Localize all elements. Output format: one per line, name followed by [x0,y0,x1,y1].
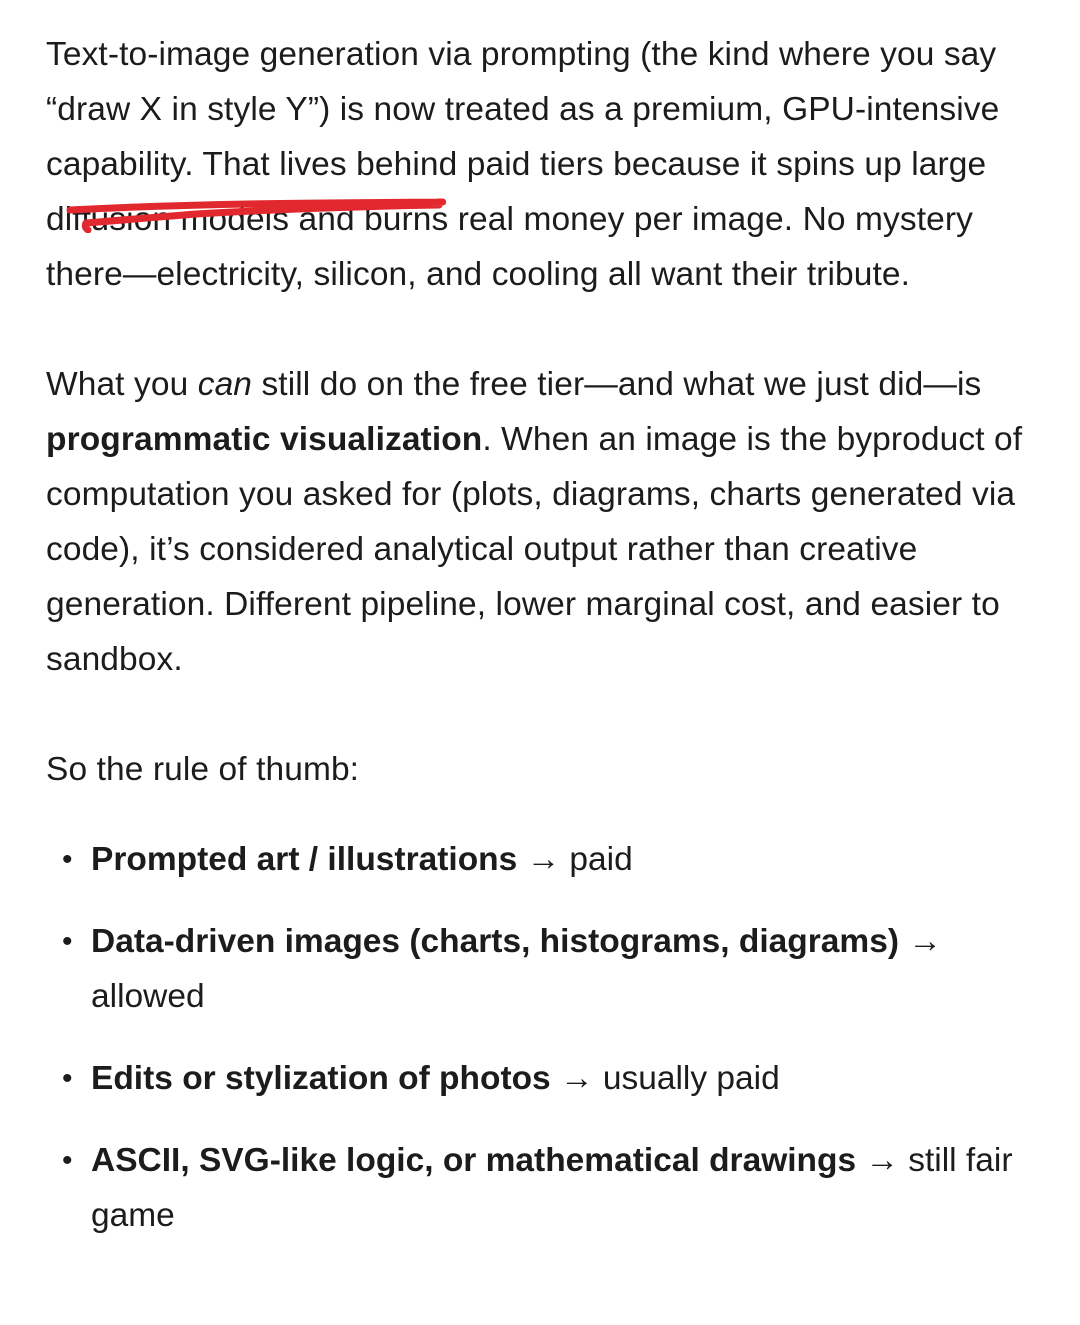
list-item-text: → usually paid [550,1060,780,1097]
paragraph-text: What you [46,366,198,403]
list-item-bold: ASCII, SVG-like logic, or mathematical drawings [91,1142,857,1179]
bullet-icon: • [62,1062,73,1095]
list-item-bold: Data-driven images (charts, histograms, diagrams) [91,923,899,960]
rule-list [46,832,1046,1243]
list-item-text: → allowed [91,923,942,1015]
paragraph-programmatic-visualization [46,357,1046,687]
list-item-bold: Edits or stylization of photos [91,1060,551,1097]
bullet-icon: • [62,925,73,958]
list-item [46,832,1046,887]
paragraph-text: still do on the free tier—and what we just did—is [252,366,982,403]
paragraph-text: Text-to-image generation via prompting (the kind where you say “draw X in style Y”) is now treated as a premium, [46,36,997,128]
paragraph-rule-of-thumb: So the rule of thumb: [46,751,360,788]
emphasis-text: can [197,366,253,403]
bullet-icon: • [62,1144,73,1177]
paragraph-text: . When an image is the byproduct of computation you asked for (plots, diagrams, charts generated via code), it’s considered analytical output rather than creative generation. Different pipeline, lower marginal cost, and easier to sandbox. [46,421,1023,678]
paragraph-text: . That lives behind paid tiers because it spins up large diffusion models and burns real money per image. No mystery there—electricity, silicon, and cooling all want their tribute. [46,146,987,293]
list-item [46,914,1046,1024]
list-item-text: → paid [517,841,633,878]
bullet-icon: • [62,843,73,876]
message-content [46,27,1046,1270]
bold-text: programmatic visualization [46,421,483,458]
list-item-bold: Prompted art / illustrations [91,841,518,878]
list-item [46,1051,1046,1106]
marked-text: GPU-intensive capability [46,91,1000,183]
paragraph-premium-capability [46,27,1046,302]
list-item [46,1133,1046,1243]
list-item-text: → still fair game [91,1142,1013,1234]
